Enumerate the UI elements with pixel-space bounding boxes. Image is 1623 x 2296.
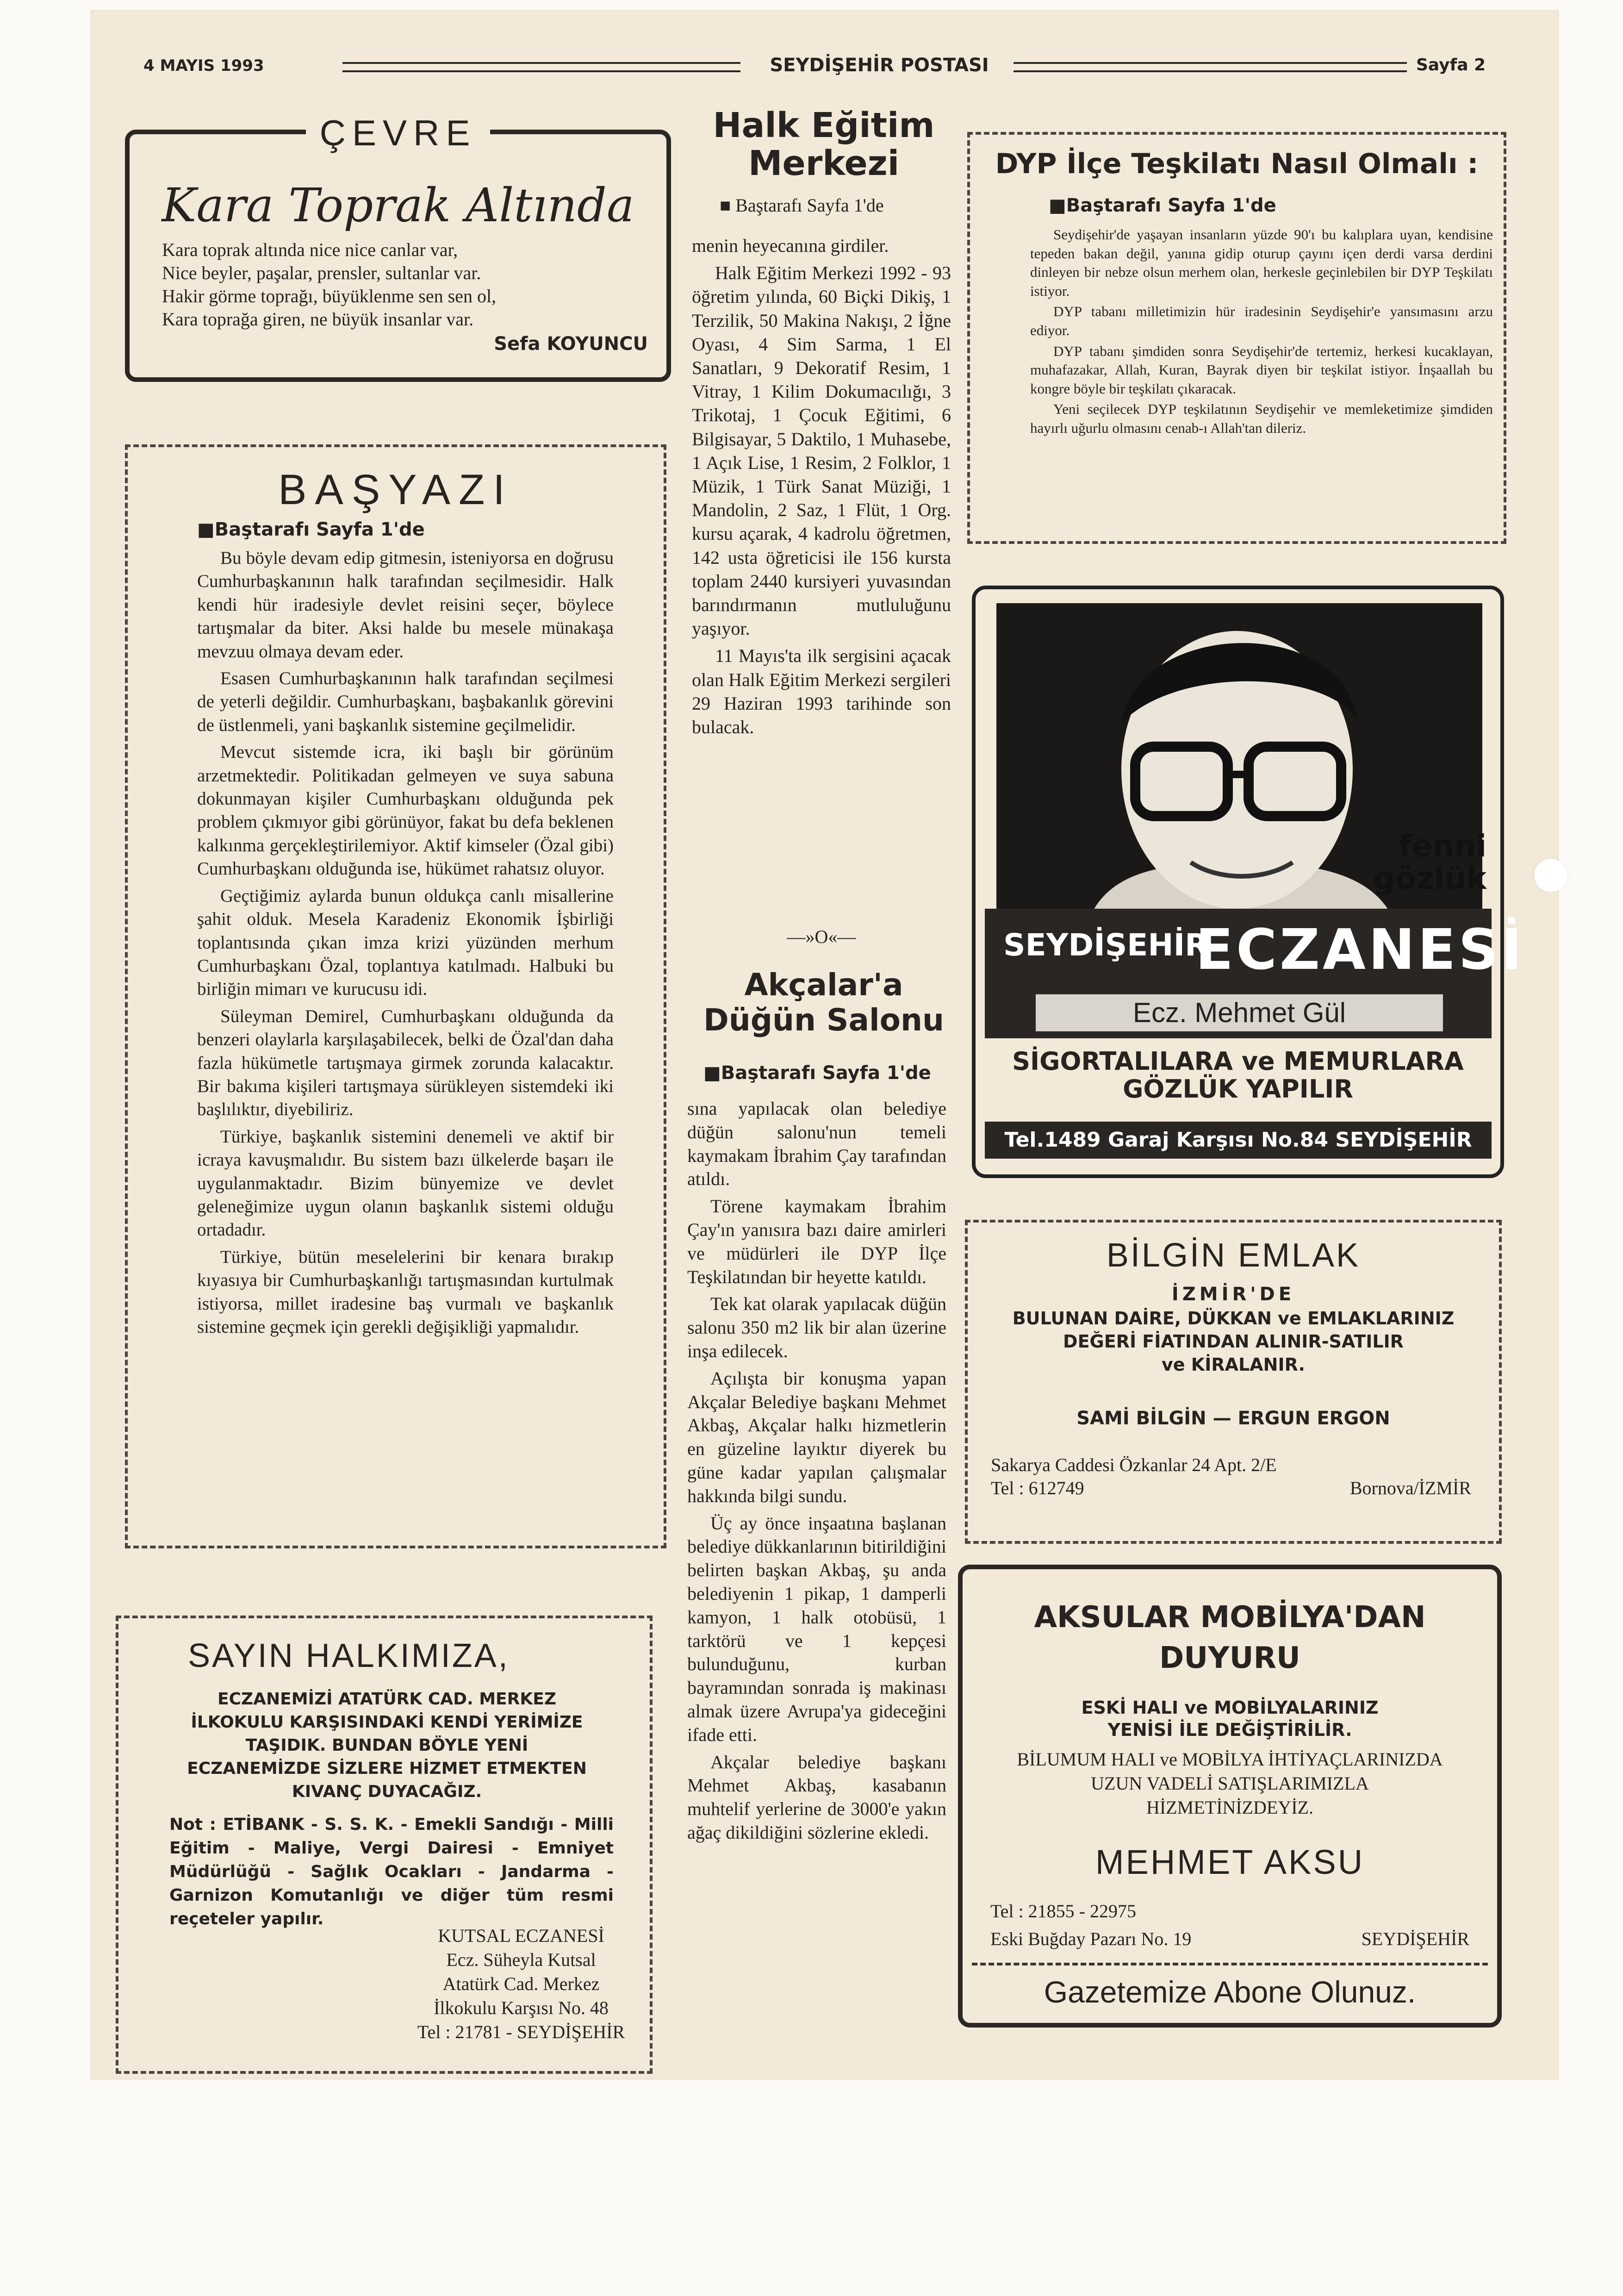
mobilya-offer [963, 1697, 1497, 1741]
emlak-people: SAMİ BİLGİN — ERGUN ERGON [1076, 1408, 1390, 1429]
paragraph: Üç ay önce inşaatına başlanan belediye dükkanlarının bitirildiğini belirten başkan Akbaş, şu anda belediyenin 1 pikap, 1 damperli kamyon, 1 halk otobüsü, 1 tarktörü ve 1 kepçesi bulunduğunu, kurban bayramından sonrada iş makinası almak üzere Avrupa'ya gideceğini ifade etti. [687, 1512, 946, 1745]
signature-line: Atatürk Cad. Merkez [442, 1973, 600, 1994]
headline-line: Merkezi [748, 144, 900, 183]
slogan-line: fenni [1398, 828, 1486, 864]
paragraph: Halk Eğitim Merkezi 1992 - 93 öğretim yılında, 60 Biçki Dikiş, 1 Terzilik, 50 Makina Nakışı, 2 İğne Oyası, 4 Sim Sarma, 1 El Sanatları, 9 Dekoratif Resim, 1 Vitray, 1 Kilim Dokumacılığı, 3 Trikotaj, 1 Çocuk Eğitimi, 6 Bilgisayar, 5 Daktilo, 1 Muhasebe, 1 Açık Lise, 1 Resim, 2 Folklor, 1 Müzik, 1 Türk Sanat Müziği, 1 Mandolin, 2 Saz, 1 Flüt, 1 Org. kursu açarak, 4 kadrolu öğretmen, 142 usta öğreticisi ile 156 kursta toplam 2440 kursiyeri yuvasından barındırmanın mutluluğunu yaşıyor. [692, 262, 951, 639]
mobilya-owner: MEHMET AKSU [1095, 1843, 1365, 1881]
mobilya-ad [958, 1565, 1502, 2028]
signature-line: İlkokulu Karşısı No. 48 [434, 1997, 609, 2018]
divider [972, 1963, 1488, 1965]
halkimiza-ad [116, 1616, 653, 2074]
slogan-line-1 [976, 1048, 1500, 1075]
service-line: DEĞERİ FİATINDAN ALINIR-SATILIR [1063, 1331, 1404, 1352]
binder-hole [1534, 859, 1567, 892]
slogan-text: ve [1241, 1047, 1275, 1076]
paragraph: Mevcut sistemde icra, iki başlı bir görünüm arzetmektedir. Politikadan gelmeyen ve suya sabuna dokunmayan kişiler Cumhurbaşkanı olduğunda pek problem çıkmıyor gibi görünüyor, fakat bu defa beklenen kalkınma gerçekleştirilemiyor. Aktif kimseler (Özal gibi) Cumhurbaşkanı olduğunda ise, hükümet rahatsız oluyor. [197, 742, 614, 879]
issue-date: 4 MAYIS 1993 [143, 56, 264, 75]
paragraph: Açılışta bir konuşma yapan Akçalar Belediye başkanı Mehmet Akbaş, Akçalar halkı hizmetlerin en güzeline layıktır diyerek bu güne kadar yapılan çalışmalar hakkında bilgi sundu. [687, 1367, 946, 1506]
mobilya-city: SEYDİŞEHİR [1361, 1928, 1469, 1949]
offer-line: ESKİ HALI ve MOBİLYALARINIZ [1081, 1697, 1379, 1718]
slogan-line: gözlük [1373, 861, 1486, 896]
headline-line: Halk Eğitim [713, 106, 935, 145]
slogan-text: MEMURLARA [1283, 1047, 1464, 1076]
eczane-ad [972, 586, 1525, 1178]
paragraph: Türkiye, başkanlık sistemini denemeli ve aktif bir icraya kavuşmalıdır. Bu sistem bazı ülkelerde başarı ile uygulanmaktadır. Bizim bünyemize ve devlet geleneğimize uygun olanın başkanlık sistemi olduğu ortadadır. [197, 1126, 614, 1240]
poem-line: Nice beyler, paşalar, prensler, sultanlar var. [162, 262, 481, 283]
akcalar-headline [685, 967, 963, 1038]
paragraph: Törene kaymakam İbrahim Çay'ın yanısıra bazı daire amirleri ve müdürleri ile DYP İlçe Teşkilatından bir heyette katıldı. [687, 1196, 946, 1287]
cevre-poem [162, 238, 653, 331]
emlak-title: BİLGİN EMLAK [1106, 1237, 1361, 1274]
paragraph: Esasen Cumhurbaşkanının halk tarafından seçilmesi de yeterli değildir. Cumhurbaşkanı, başbakanlık görevini de üstlenmeli, yani başkanlık sistemine geçilmelidir. [197, 668, 614, 735]
emlak-city-2: Bornova/İZMİR [1349, 1478, 1471, 1498]
halkimiza-title: SAYIN HALKIMIZA, [188, 1637, 510, 1674]
cevre-box [125, 112, 671, 382]
basyazi-body [197, 547, 614, 1342]
eczane-footer: Tel.1489 Garaj Karşısı No.84 SEYDİŞEHİR [985, 1122, 1492, 1159]
paragraph: DYP tabanı milletimizin hür iradesinin Seydişehir'e yansımasını arzu ediyor. [1030, 303, 1493, 338]
paragraph: 11 Mayıs'ta ilk sergisini açacak olan Halk Eğitim Merkezi sergileri 29 Haziran 1993 tarihinde son bulacak. [692, 645, 951, 738]
subscribe-text: Gazetemize Abone Olunuz. [1044, 1975, 1416, 2009]
mobilya-address: Eski Buğday Pazarı No. 19 [990, 1928, 1192, 1949]
paragraph: DYP tabanı şimdiden sonra Seydişehir'de tertemiz, herkesi kucaklayan, muhafazakar, Allah, Kuran, Bayrak diyen bir teşkilat istiyor. İnşaallah bu kongre böyle bir teşkilatı çıkaracak. [1030, 343, 1493, 397]
akcalar-body [687, 1097, 946, 1848]
newspaper-name: SEYDİŞEHİR POSTASI [770, 55, 989, 76]
header-rule-left [342, 62, 740, 72]
paragraph: Geçtiğimiz aylarda bunun oldukça canlı misallerine şahit olduk. Mesela Karadeniz Ekonomik İşbirliği toplantısında çıkan imza krizi yüzünden merhum Cumhurbaşkanı Özal, toplantıya katılmadı. Halbuki bu birliğin mimarı ve kurucusu idi. [197, 886, 614, 999]
service-line: BİLUMUM HALI ve MOBİLYA İHTİYAÇLARINIZDA [1017, 1749, 1443, 1770]
halkegitim-continued: ■ Baştarafı Sayfa 1'de [720, 195, 884, 216]
service-line: UZUN VADELİ SATIŞLARIMIZLA [1091, 1773, 1369, 1794]
eczane-slogan [976, 1048, 1500, 1103]
fenni-gozluk-slogan [1373, 830, 1486, 895]
cevre-section-title: ÇEVRE [130, 112, 666, 154]
dyp-box [967, 132, 1506, 544]
eczane-owner: Ecz. Mehmet Gül [1036, 994, 1443, 1031]
emlak-address: Sakarya Caddesi Özkanlar 24 Apt. 2/E [991, 1454, 1277, 1475]
halkimiza-note: Not : ETİBANK - S. S. K. - Emekli Sandığı - Milli Eğitim - Maliye, Vergi Dairesi - Emniyet Müdürlüğü - Sağlık Ocakları - Jandarma - Garnizon Komutanlığı ve diğer tüm resmi reçeteler yapılır. [169, 1815, 614, 1928]
signature-line: Ecz. Süheyla Kutsal [446, 1949, 596, 1970]
paragraph: menin heyecanına girdiler. [692, 235, 889, 256]
basyazi-box [125, 444, 666, 1548]
slogan-line-2: GÖZLÜK YAPILIR [1123, 1074, 1353, 1104]
paragraph: sına yapılacak olan belediye düğün salonu'nun temeli kaymakam İbrahim Çay tarafından atıldı. [687, 1098, 946, 1190]
dyp-title: DYP İlçe Teşkilatı Nasıl Olmalı : [995, 148, 1479, 180]
title-line: DUYURU [1159, 1641, 1300, 1675]
article-separator: —»O«— [787, 926, 856, 947]
service-line: HİZMETİNİZDEYİZ. [1146, 1797, 1313, 1818]
poem-line: Hakir görme toprağı, büyüklenme sen sen ol, [162, 286, 497, 306]
basyazi-continued: ■Baştarafı Sayfa 1'de [197, 519, 425, 540]
title-line: AKSULAR MOBİLYA'DAN [1034, 1600, 1426, 1635]
poem-line: Kara toprak altında nice nice canlar var, [162, 239, 458, 260]
signature-line: Tel : 21781 - SEYDİŞEHİR [417, 2021, 625, 2042]
dyp-body [1030, 225, 1493, 440]
emlak-city: İZMİR'DE [1171, 1284, 1295, 1305]
paragraph: Seydişehir'de yaşayan insanların yüzde 90'ı bu kalıplara uyan, kendisine tepeden bakan değil, yanına gidip oturup çayını içen derdi varsa derdini dinleyen bir nebze olsun merhem olan, herkesle geçinlebilen bir DYP Teşkilatı istiyor. [1030, 226, 1493, 299]
basyazi-title: BAŞYAZI [278, 466, 513, 513]
mobilya-title [963, 1597, 1497, 1678]
page-number: Sayfa 2 [1416, 56, 1486, 75]
paragraph: Bu böyle devam edip gitmesin, isteniyorsa en doğrusu Cumhurbaşkanının halk tarafından seçilmesidir. Halk kendi hür iradesiyle devlet reisini seçer, böylece tartışmalar da biter. Aksi halde bu mesele münakaşa mevzuu olmaya devam eder. [197, 548, 614, 661]
emlak-ad [965, 1220, 1502, 1544]
cevre-author: Sefa KOYUNCU [494, 333, 648, 355]
akcalar-continued: ■Baştarafı Sayfa 1'de [703, 1062, 931, 1084]
paragraph: Türkiye, bütün meselelerini bir kenara bırakıp kıyasıya bir Cumhurbaşkanlığı tartışmasından kurtulmak istiyorsa, millet iradesine baş vurmalı ve başkanlık sistemine geçmek için gerekli değişikliği yapmalıdır. [197, 1247, 614, 1337]
cevre-poem-title: Kara Toprak Altında [162, 178, 634, 232]
offer-line: YENİSİ İLE DEĞİŞTİRİLİR. [1107, 1720, 1352, 1740]
mobilya-tel: Tel : 21855 - 22975 [990, 1901, 1136, 1922]
paragraph: Akçalar belediye başkanı Mehmet Akbaş, kasabanın muhtelif yerlerine de 3000'e yakın ağaç dikildiğini sözlerine ekledi. [687, 1751, 946, 1843]
slogan-text: SİGORTALILARA [1012, 1047, 1233, 1076]
eczane-name-small: SEYDİŞEHİR [1003, 927, 1208, 963]
eczane-logo-panel [985, 909, 1525, 1038]
halkegitim-body [692, 234, 951, 742]
halkimiza-body: ECZANEMİZİ ATATÜRK CAD. MERKEZ İLKOKULU KARŞISINDAKİ KENDİ YERİMİZE TAŞIDIK. BUNDAN BÖYLE YENİ ECZANEMİZDE SİZLERE HİZMET ETMEKTEN KIVANÇ DUYACAĞIZ. [187, 1690, 587, 1801]
service-line: ve KİRALANIR. [1162, 1354, 1305, 1375]
dyp-continued: ■Baştarafı Sayfa 1'de [1049, 195, 1276, 216]
emlak-services [968, 1307, 1499, 1376]
halkegitim-headline [685, 106, 963, 182]
paragraph: Tek kat olarak yapılacak düğün salonu 350 m2 lik bir alan üzerine inşa edilecek. [687, 1293, 946, 1361]
portrait-image [996, 603, 1482, 955]
header-rule-right [1014, 62, 1407, 72]
emlak-tel: Tel : 612749 [991, 1478, 1084, 1498]
headline-line: Düğün Salonu [703, 1002, 944, 1038]
service-line: BULUNAN DAİRE, DÜKKAN ve EMLAKLARINIZ [1012, 1308, 1455, 1329]
paragraph: Yeni seçilecek DYP teşkilatının Seydişehir ve memleketimize şimdiden hayırlı uğurlu olmasını cenab-ı Allah'tan dileriz. [1030, 401, 1493, 436]
poem-line: Kara toprağa giren, ne büyük insanlar var. [162, 309, 474, 330]
eczane-name-large: ECZANESİ [1195, 918, 1525, 982]
headline-line: Akçalar'a [744, 967, 903, 1003]
signature-line: KUTSAL ECZANESİ [438, 1925, 604, 1946]
mobilya-service [963, 1747, 1497, 1820]
paragraph: Süleyman Demirel, Cumhurbaşkanı olduğunda da benzeri olaylarla karşılaşabilecek, belki de Özal'dan daha fazla hükümetle tartışmaya girmek zorunda kalacaktır. Bir bakıma kişileri tartışmaya sürükleyen sistemdeki iki başlılıktır, diyebiliriz. [197, 1006, 614, 1120]
halkimiza-signature [415, 1924, 628, 2044]
